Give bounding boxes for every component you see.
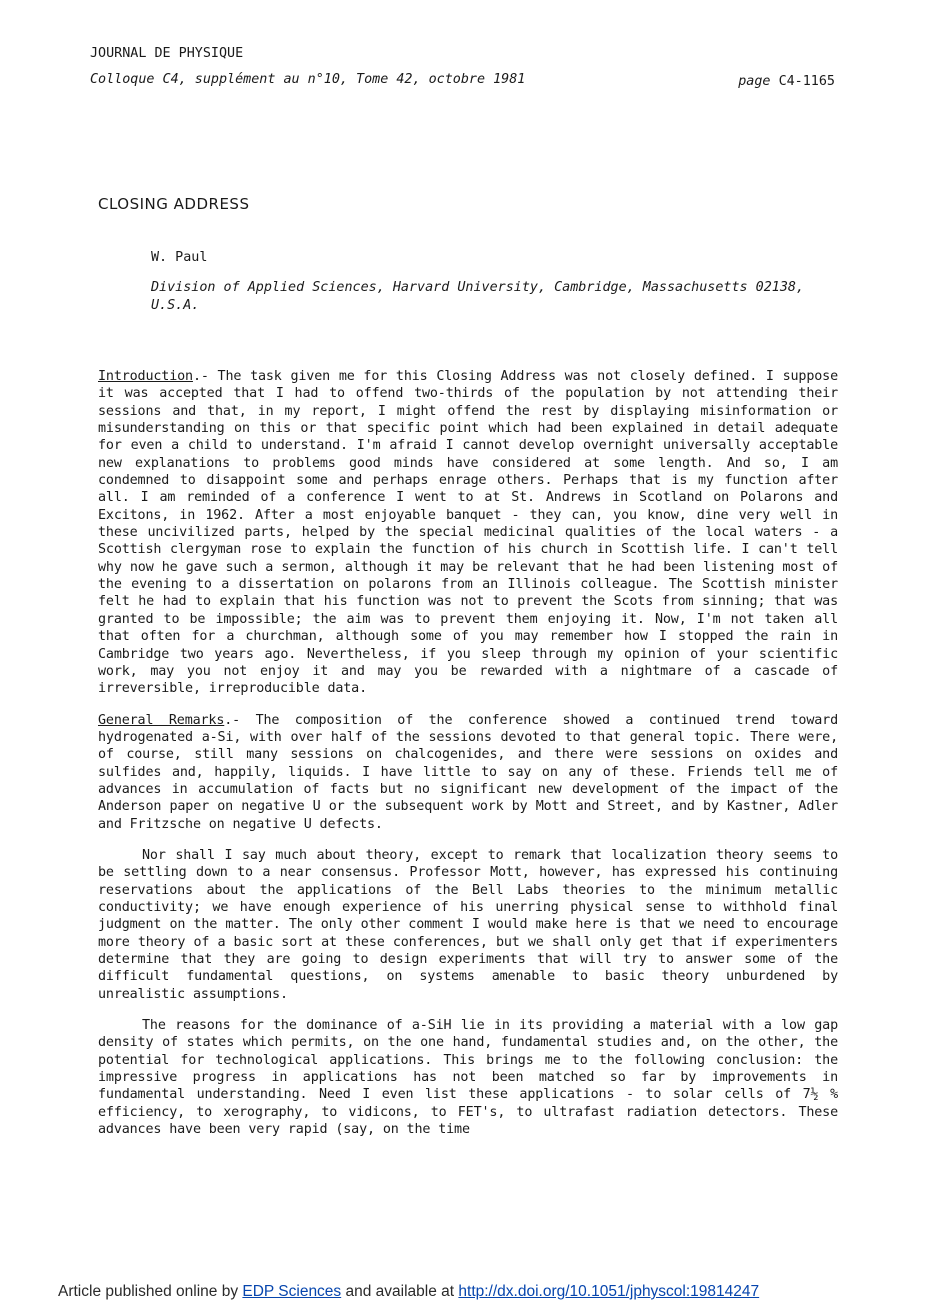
doi-link[interactable]: http://dx.doi.org/10.1051/jphyscol:19814247 xyxy=(458,1283,760,1300)
publisher-link[interactable]: EDP Sciences xyxy=(242,1283,342,1300)
section-text: .- The task given me for this Closing Address was not closely defined. I suppose it was accepted that I had to offend two-thirds of the population by not attending their sessions and that, in my report, I might offend the rest by displaying misinformation or misunderstanding on this or that specific point which had been explained in detail adequate for even a child to understand. I'm afraid I cannot develop overnight universally acceptable new explanations to problems good minds have considered at some length. And so, I am condemned to disappoint some and perhaps enrage others. Perhaps that is my function after all. I am reminded of a conference I went to at St. Andrews in Scotland on Polarons and Excitons, in 1962. After a most enjoyable banquet - they can, you know, dine very well in these uncivilized parts, helped by the special medicinal qualities of the local waters - a Scottish clergyman rose to explain the function of his church in Scottish life. I can't tell why now he gave such a sermon, although it may be relevant that he had been listening most of the evening to a dissertation on polarons from an Illinois colleague. The Scottish minister felt he had to explain that his function was not to prevent the Scots from sinning; that was granted to be impossible; the aim was to prevent them enjoying it. Now, I'm not taken all that often for a churchman, although some of you may remember how I stopped the rain in Cambridge two years ago. Nevertheless, if you sleep through my opinion of your scientific work, may you not enjoy it and may you be rewarded with a nightmare of a cascade of irreversible, irreproducible data. xyxy=(98,369,838,697)
section-introduction xyxy=(98,368,838,698)
section-heading: Introduction xyxy=(98,369,193,384)
journal-name: JOURNAL DE PHYSIQUE xyxy=(90,46,244,61)
author-name: W. Paul xyxy=(151,250,208,265)
page-prefix: page xyxy=(738,74,771,89)
article-title: CLOSING ADDRESS xyxy=(98,195,250,213)
section-text: .- The composition of the conference showed a continued trend toward hydrogenated a-Si, with over half of the sessions devoted to that general topic. There were, of course, still many sessions on chalcogenides, and there were sessions on oxides and sulfides and, happily, liquids. I have little to say on any of these. Friends tell me of advances in accumulation of facts but no significant new development of the impact of the Anderson paper on negative U or the subsequent work by Mott and Street, and by Kastner, Adler and Fritzsche on negative U defects. xyxy=(98,712,838,832)
footer-middle: and available at xyxy=(341,1283,459,1300)
paragraph: The reasons for the dominance of a-SiH lie in its providing a material with a low gap density of states which permits, on the one hand, fundamental studies and, on the other, the potential for technological applications. This brings me to the following conclusion: the impressive progress in applications has not been matched so far by improvements in fundamental understanding. Need I even list these applications - to solar cells of 7½ % efficiency, to xerography, to vidicons, to FET's, to ultrafast radiation detectors. These advances have been very rapid (say, on the time xyxy=(98,1018,838,1138)
publication-footer xyxy=(58,1283,759,1301)
section-general-remarks xyxy=(98,712,838,833)
page-number: C4-1165 xyxy=(778,74,835,89)
author-affiliation: Division of Applied Sciences, Harvard University, Cambridge, Massachusetts 02138, U.S.A. xyxy=(151,280,805,313)
footer-prefix: Article published online by xyxy=(58,1283,243,1300)
page-reference xyxy=(738,74,835,89)
section-heading: General Remarks xyxy=(98,712,225,728)
article-body xyxy=(98,368,838,1152)
issue-reference: Colloque C4, supplément au n°10, Tome 42, octobre 1981 xyxy=(90,72,526,87)
paragraph: Nor shall I say much about theory, except to remark that localization theory seems to be settling down to a near consensus. Professor Mott, however, has expressed his continuing reservations about the applications of the Bell Labs theories to the minimum metallic conductivity; we have enough experience of his unerring physical sense to withhold final judgment on the matter. The only other comment I would make here is that we need to encourage more theory of a basic sort at these conferences, but we shall only get that if experimenters determine that they are going to design experiments that will try to answer some of the difficult fundamental questions, on systems amenable to basic theory unburdened by unrealistic assumptions. xyxy=(98,847,838,1002)
